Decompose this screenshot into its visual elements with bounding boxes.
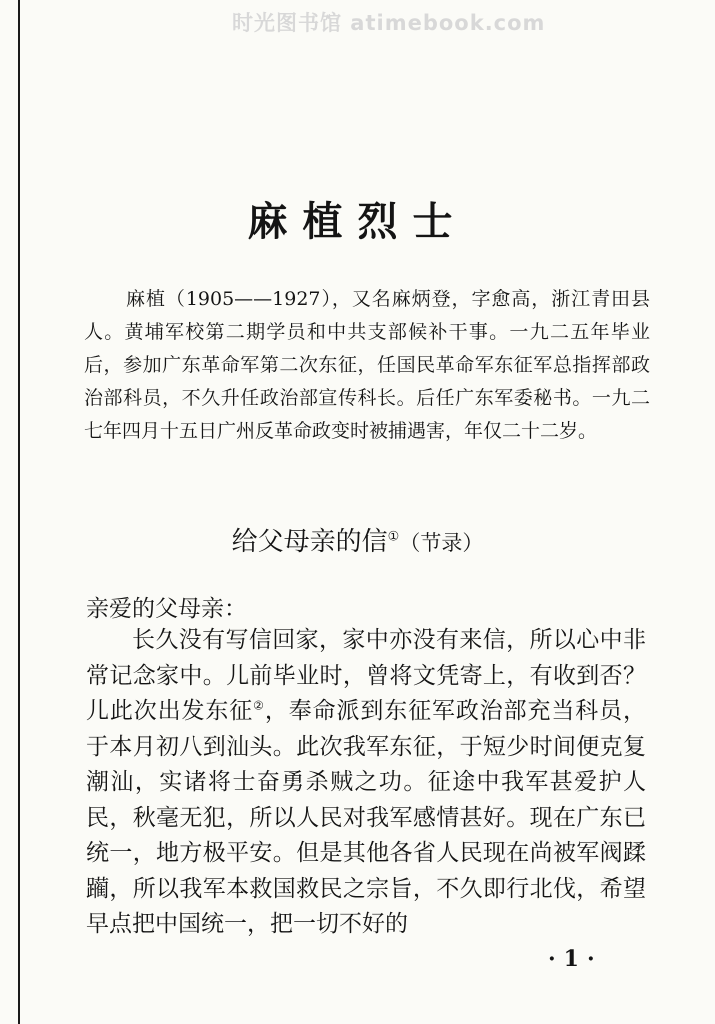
page-number: ·1·	[548, 946, 603, 972]
footnote-mark-1: ①	[387, 529, 400, 545]
letter-title	[0, 521, 715, 558]
scan-edge-line	[18, 0, 20, 1024]
page-title: 麻植烈士	[247, 199, 468, 245]
watermark: 时光图书馆 atimebook.com	[232, 11, 546, 35]
letter-title-text: 给父母亲的信	[231, 527, 388, 557]
letter-body-part-1: 长久没有写信回家，家中亦没有来信，所以心中非常记念家中。儿前毕业时，曾将文凭寄上，有收到否？儿此次出发东征	[86, 627, 646, 724]
letter-body	[86, 623, 646, 943]
letter-title-suffix: （节录）	[399, 531, 484, 555]
letter-greeting: 亲爱的父母亲：	[86, 596, 247, 622]
biography-paragraph: 麻植（1905——1927），又名麻炳登，字愈高，浙江青田县人。黄埔军校第二期学员和中共支部候补干事。一九二五年毕业后，参加广东革命军第二次东征，任国民革命军东征军总指挥部政治部科员，不久升任政治部宣传科长。后任广东军委秘书。一九二七年四月十五日广州反革命政变时被捕遇害，年仅二十二岁。	[84, 288, 650, 442]
letter-body-part-2: ，奉命派到东征军政治部充当科员，于本月初八到汕头。此次我军东征，于短少时间便克复潮汕，实诸将士奋勇杀贼之功。征途中我军甚爱护人民，秋毫无犯，所以人民对我军感情甚好。现在广东已统一，地方极平安。但是其他各省人民现在尚被军阀蹂躏，所以我军本救国救民之宗旨，不久即行北伐，希望早点把中国统一，把一切不好的	[86, 698, 647, 937]
footnote-mark-2: ②	[253, 698, 265, 713]
